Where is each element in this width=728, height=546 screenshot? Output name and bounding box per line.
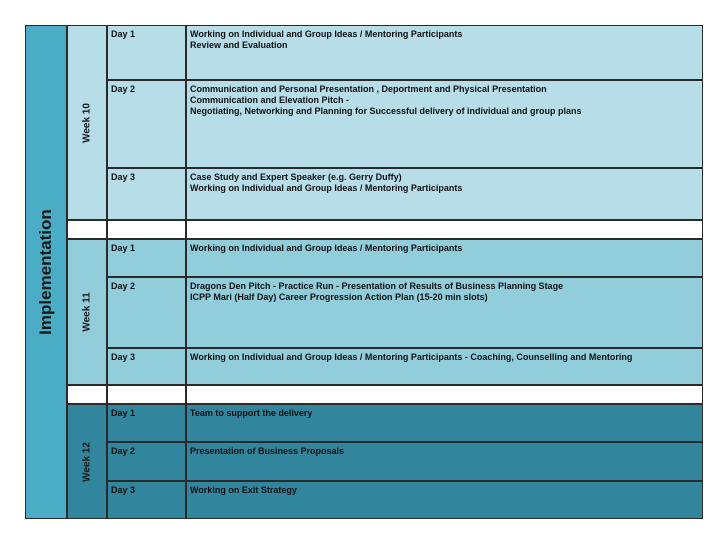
week-label: Week 11 bbox=[81, 292, 93, 332]
activity-cell bbox=[186, 25, 703, 80]
week-label: Week 12 bbox=[81, 441, 93, 482]
activity-line: ICPP Mari (Half Day) Career Progression Action Plan (15-20 min slots) bbox=[190, 292, 488, 302]
week-11-label-cell bbox=[67, 239, 107, 385]
day-cell: Day 3 bbox=[107, 168, 186, 220]
activity-cell bbox=[186, 348, 703, 385]
activity-cell bbox=[186, 277, 703, 348]
day-cell: Day 2 bbox=[107, 442, 186, 481]
week-label: Week 10 bbox=[81, 102, 93, 143]
day-cell: Day 3 bbox=[107, 348, 186, 385]
spacer-cell bbox=[67, 220, 107, 239]
activity-cell bbox=[186, 404, 703, 442]
day-cell: Day 1 bbox=[107, 239, 186, 277]
activity-cell bbox=[186, 442, 703, 481]
activity-line: Case Study and Expert Speaker (e.g. Gerry Duffy) bbox=[190, 172, 402, 182]
activity-line: Review and Evaluation bbox=[190, 40, 288, 50]
spacer-cell bbox=[67, 385, 107, 404]
day-cell: Day 1 bbox=[107, 404, 186, 442]
day-cell: Day 2 bbox=[107, 80, 186, 168]
activity-line: Working on Exit Strategy bbox=[190, 485, 297, 495]
activity-line: Working on Individual and Group Ideas / Mentoring Participants - Coaching, Counselling and Mentoring bbox=[190, 352, 633, 362]
activity-line: Communication and Elevation Pitch - bbox=[190, 95, 350, 105]
phase-label: Implementation bbox=[36, 209, 55, 335]
activity-line: Negotiating, Networking and Planning for Successful delivery of individual and group plans bbox=[190, 106, 582, 116]
activity-line: Working on Individual and Group Ideas / Mentoring Participants bbox=[190, 29, 463, 39]
week-10-label-cell bbox=[67, 25, 107, 220]
activity-cell bbox=[186, 481, 703, 519]
activity-line: Communication and Personal Presentation , Deportment and Physical Presentation bbox=[190, 84, 547, 94]
phase-column bbox=[25, 25, 67, 519]
spacer-cell bbox=[107, 220, 186, 239]
activity-line: Dragons Den Pitch - Practice Run - Presentation of Results of Business Planning Stage bbox=[190, 281, 564, 291]
activity-cell bbox=[186, 168, 703, 220]
spacer-cell bbox=[186, 385, 703, 404]
activity-cell bbox=[186, 239, 703, 277]
activity-line: Team to support the delivery bbox=[190, 408, 313, 418]
activity-line: Working on Individual and Group Ideas / Mentoring Participants bbox=[190, 243, 463, 253]
day-cell: Day 2 bbox=[107, 277, 186, 348]
day-cell: Day 3 bbox=[107, 481, 186, 519]
day-cell: Day 1 bbox=[107, 25, 186, 80]
spacer-cell bbox=[186, 220, 703, 239]
activity-line: Working on Individual and Group Ideas / Mentoring Participants bbox=[190, 183, 463, 193]
activity-line: Presentation of Business Proposals bbox=[190, 446, 345, 456]
week-12-label-cell bbox=[67, 404, 107, 519]
spacer-cell bbox=[107, 385, 186, 404]
activity-cell bbox=[186, 80, 703, 168]
